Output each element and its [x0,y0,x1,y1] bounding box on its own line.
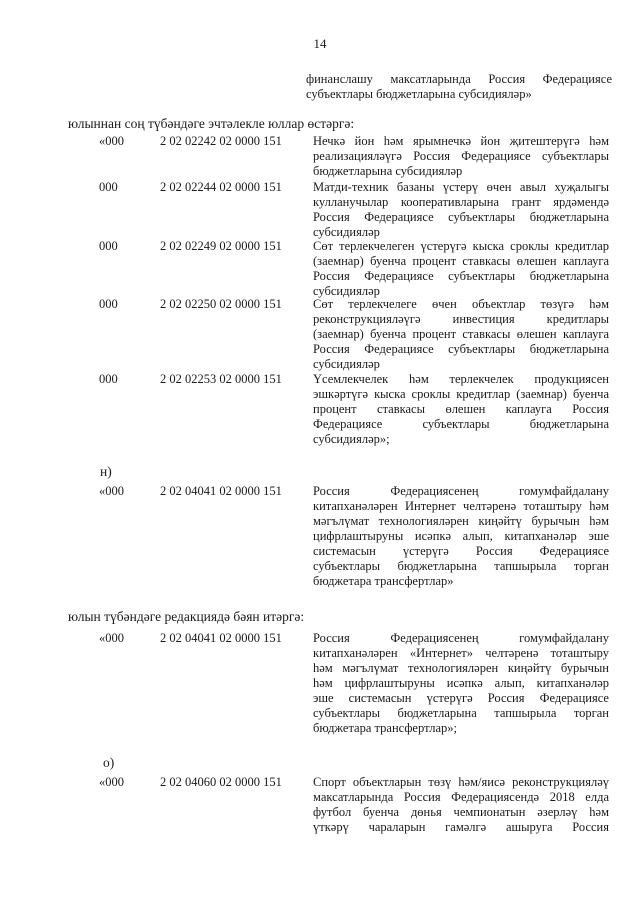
section-label: н) [100,464,112,479]
row-line: субсидияләр [313,225,380,239]
row-line: максатларында Россия Федерациясендә 2018 елда [313,790,609,804]
row-line: Россия Федерациясе субъектлары бюджетларына [313,342,609,356]
row-line: бюджетара трансфертлар» [313,574,454,588]
row-line: үткәрү чараларын гамәлгә ашыруга Россия [313,820,609,834]
row-line: субсидияләр [313,284,380,298]
row-line: Россия Федерациясе субъектлары бюджетларына [313,210,609,224]
row-line: Сөт терлекчелеге өчен объектлар төзүгә һәм [313,297,609,311]
row-code: 2 02 02244 02 0000 151 [160,180,282,194]
row-line: системасын үстерүгә Россия Федерациясе [313,544,609,558]
row-line: Матди-техник базаны үстерү өчен авыл хуҗалыгы [313,180,609,194]
row-description [313,631,609,736]
row-line: процент ставкасы өлешен каплауга Россия [313,402,609,416]
row-line: Федерациясе субъектлары бюджетларына [313,417,609,431]
row-line: субсидияләр»; [313,432,390,446]
section-intro: юлыннан соң түбәндәге эчтәлекле юллар өстәргә: [68,116,355,131]
row-prefix: «000 [99,631,124,645]
row-code: 2 02 02249 02 0000 151 [160,239,282,253]
row-code: 2 02 04041 02 0000 151 [160,484,282,498]
row-line: эше системасын үстерүгә Россия Федерациясе [313,691,609,705]
row-code: 2 02 02250 02 0000 151 [160,297,282,311]
row-prefix: 000 [99,297,118,311]
row-prefix: 000 [99,372,118,386]
header-fragment [306,72,612,102]
row-description [313,134,609,179]
row-prefix: 000 [99,180,118,194]
row-line: Россия Федерациясенең гомумфайдалану [313,484,609,498]
row-code: 2 02 02253 02 0000 151 [160,372,282,386]
row-line: Нечкә йон һәм ярымнечкә йон җитештерүгә һәм [313,134,609,148]
row-description [313,180,609,240]
row-line: (заемнар) буенча процент ставкасы өлешен каплауга [313,254,609,268]
row-line: китапханәләрен Интернет челтәренә тоташтыру һәм [313,499,609,513]
row-description [313,297,609,372]
row-line: Россия Федерациясе субъектлары бюджетларына [313,269,609,283]
row-line: һәм цифрлаштыруны исәпкә алып, китапханәләр [313,676,609,690]
row-prefix: «000 [99,134,124,148]
row-description [313,372,609,447]
section-label: о) [103,755,115,770]
row-prefix: 000 [99,239,118,253]
row-line: Сөт терлекчелеген үстерүгә кыска сроклы кредитлар [313,239,609,253]
row-line: һәм мәгълүмат технологияләрен киңәйтү бурычын [313,661,609,675]
row-code: 2 02 04041 02 0000 151 [160,631,282,645]
row-description [313,775,609,835]
row-line: футбол буенча дөнья чемпионатын әзерләү һәм [313,805,609,819]
section-intro: юлын түбәндәге редакциядә бәян итәргә: [68,609,305,624]
row-line: (заемнар) буенча процент ставкасы өлешен каплауга [313,327,609,341]
row-description [313,239,609,299]
row-prefix: «000 [99,775,124,789]
row-line: мәгълүмат технологияләрен киңәйтү бурычын һәм [313,514,609,528]
row-line: реализацияләүгә Россия Федерациясе субъектлары [313,149,609,163]
row-line: субъектлары бюджетларына тапшырыла торган [313,559,609,573]
row-line: китапханәләрен «Интернет» челтәренә тоташтыру [313,646,609,660]
row-code: 2 02 02242 02 0000 151 [160,134,282,148]
row-prefix: «000 [99,484,124,498]
header-fragment-line: субъектлары бюджетларына субсидияләр» [306,87,532,101]
row-line: цифрлаштыруны исәпкә алып, китапханәләр эше [313,529,609,543]
row-line: Үсемлекчелек һәм терлекчелек продукциясен [313,372,609,386]
row-line: эшкәртүгә кыска сроклы кредитлар (заемнар) буенча [313,387,609,401]
row-description [313,484,609,589]
row-line: бюджетларына субсидияләр [313,164,463,178]
row-code: 2 02 04060 02 0000 151 [160,775,282,789]
row-line: кулланучылар кооперативларына грант ярдәмендә [313,195,609,209]
page-number: 14 [313,36,327,51]
row-line: Россия Федерациясенең гомумфайдалану [313,631,609,645]
row-line: Спорт объектларын төзү һәм/яисә реконструкцияләү [313,775,609,789]
row-line: субъектлары бюджетларына тапшырыла торган [313,706,609,720]
row-line: бюджетара трансфертлар»; [313,721,457,735]
header-fragment-line: финанслашу максатларында Россия Федерациясе [306,72,612,86]
row-line: субсидияләр [313,357,380,371]
row-line: реконструкцияләүгә инвестиция кредитлары [313,312,609,326]
